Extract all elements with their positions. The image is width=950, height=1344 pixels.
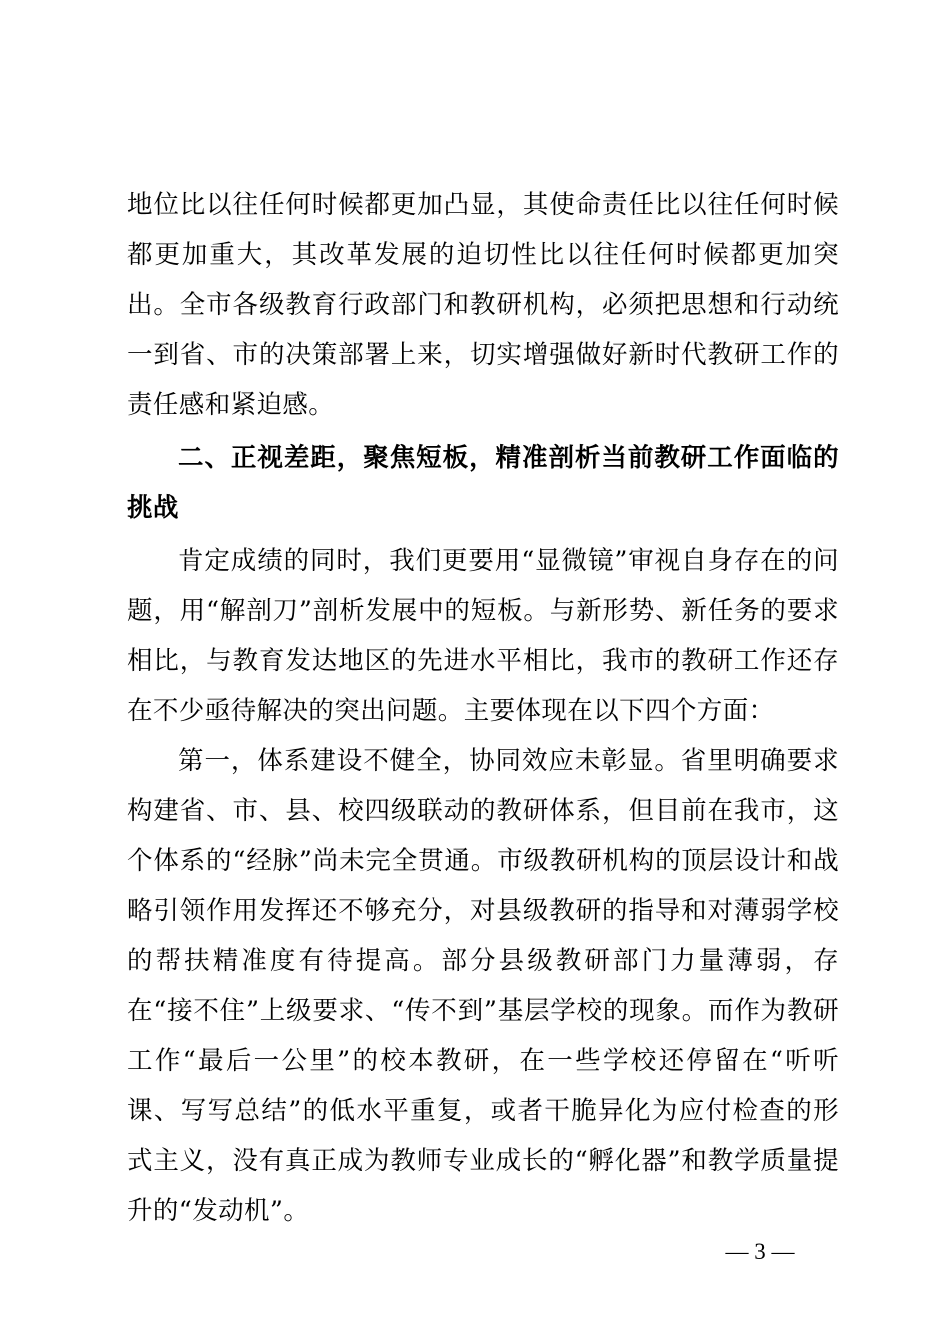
paragraph-first-problem: 第一，体系建设不健全，协同效应未彰显。省里明确要求构建省、市、县、校四级联动的教研体系，但目前在我市，这个体系的“经脉”尚未完全贯通。市级教研机构的顶层设计和战略引领作用发挥还不够充分，对县级教研的指导和对薄弱学校的帮扶精准度有待提高。部分县级教研部门力量薄弱，存在“接不住”上级要求、“传不到”基层学校的现象。而作为教研工作“最后一公里”的校本教研，在一些学校还停留在“听听课、写写总结”的低水平重复，或者干脆异化为应付检查的形式主义，没有真正成为教师专业成长的“孵化器”和教学质量提升的“发动机”。 [127, 746, 839, 1226]
paragraph-problems-intro: 肯定成绩的同时，我们更要用“显微镜”审视自身存在的问题，用“解剖刀”剖析发展中的短板。与新形势、新任务的要求相比，与教育发达地区的先进水平相比，我市的教研工作还存在不少亟待解决的突出问题。主要体现在以下四个方面： [127, 546, 839, 726]
paragraph-continuation: 地位比以往任何时候都更加凸显，其使命责任比以往任何时候都更加重大，其改革发展的迫切性比以往任何时候都更加突出。全市各级教育行政部门和教研机构，必须把思想和行动统一到省、市的决策部署上来，切实增强做好新时代教研工作的责任感和紧迫感。 [127, 190, 839, 420]
section-heading: 二、正视差距，聚焦短板，精准剖析当前教研工作面临的挑战 [127, 443, 839, 523]
body-text [127, 180, 839, 1236]
page-number: — 3 — [725, 1239, 795, 1264]
